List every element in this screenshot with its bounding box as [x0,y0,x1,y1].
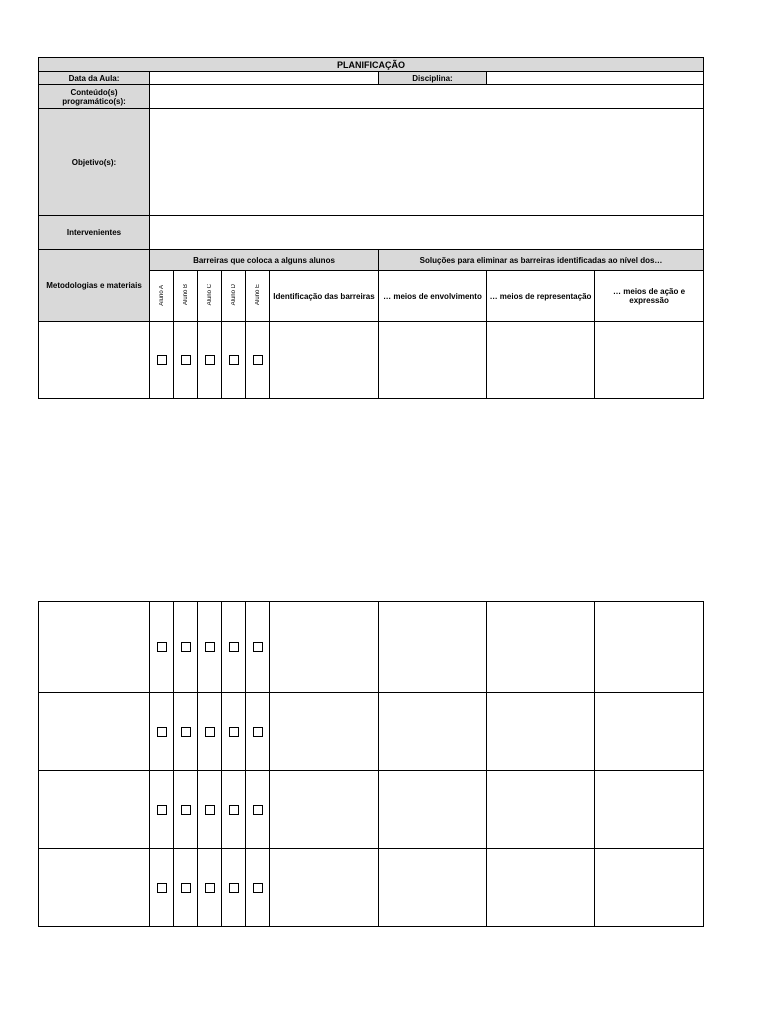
page-title: PLANIFICAÇÃO [39,58,704,72]
checkbox[interactable] [229,883,239,893]
checkbox[interactable] [229,355,239,365]
planning-form [38,57,703,399]
planning-table [38,57,704,399]
data-aula-label: Data da Aula: [39,72,150,85]
aluno-e-header: Aluno E [246,271,270,322]
checkbox[interactable] [157,805,167,815]
aluno-b-header: Aluno B [174,271,198,322]
aluno-a-header: Aluno A [150,271,174,322]
checkbox[interactable] [157,355,167,365]
acao-cell[interactable] [595,602,704,693]
checkbox[interactable] [181,883,191,893]
checkbox[interactable] [205,642,215,652]
table-row [39,693,704,771]
envolvimento-cell[interactable] [379,602,487,693]
disciplina-label: Disciplina: [379,72,487,85]
checkbox[interactable] [229,805,239,815]
metodologia-cell[interactable] [39,322,150,399]
checkbox[interactable] [205,883,215,893]
checkbox[interactable] [181,642,191,652]
representacao-cell[interactable] [487,849,595,927]
data-aula-field[interactable] [150,72,379,85]
checkbox[interactable] [181,727,191,737]
checkbox[interactable] [229,727,239,737]
table-row [39,322,704,399]
conteudos-field[interactable] [150,85,704,109]
checkbox[interactable] [181,805,191,815]
conteudos-label: Conteúdo(s) programático(s): [39,85,150,109]
checkbox[interactable] [253,355,263,365]
table-row [39,602,704,693]
disciplina-field[interactable] [487,72,704,85]
barreiras-header: Barreiras que coloca a alguns alunos [150,250,379,271]
intervenientes-label: Intervenientes [39,216,150,250]
objetivos-field[interactable] [150,109,704,216]
checkbox[interactable] [205,727,215,737]
acao-cell[interactable] [595,322,704,399]
representacao-header: … meios de representação [487,271,595,322]
intervenientes-field[interactable] [150,216,704,250]
representacao-cell[interactable] [487,322,595,399]
checkbox[interactable] [205,355,215,365]
checkbox[interactable] [229,642,239,652]
identificacao-header: Identificação das barreiras [270,271,379,322]
acao-cell[interactable] [595,771,704,849]
checkbox[interactable] [253,883,263,893]
checkbox[interactable] [253,642,263,652]
checkbox[interactable] [157,642,167,652]
checkbox[interactable] [205,805,215,815]
checkbox[interactable] [181,355,191,365]
continuation-form [38,601,703,927]
metodologia-cell[interactable] [39,602,150,693]
identificacao-cell[interactable] [270,322,379,399]
checkbox[interactable] [157,727,167,737]
aluno-c-header: Aluno C [198,271,222,322]
continuation-table [38,601,704,927]
solucoes-header: Soluções para eliminar as barreiras identificadas ao nível dos… [379,250,704,271]
acao-header: … meios de ação e expressão [595,271,704,322]
table-row [39,771,704,849]
checkbox[interactable] [157,883,167,893]
acao-cell[interactable] [595,693,704,771]
table-row [39,849,704,927]
identificacao-cell[interactable] [270,693,379,771]
identificacao-cell[interactable] [270,771,379,849]
objetivos-label: Objetivo(s): [39,109,150,216]
representacao-cell[interactable] [487,693,595,771]
envolvimento-cell[interactable] [379,322,487,399]
envolvimento-cell[interactable] [379,849,487,927]
identificacao-cell[interactable] [270,602,379,693]
metodologia-cell[interactable] [39,771,150,849]
acao-cell[interactable] [595,849,704,927]
metodologia-cell[interactable] [39,849,150,927]
checkbox[interactable] [253,727,263,737]
envolvimento-header: … meios de envolvimento [379,271,487,322]
representacao-cell[interactable] [487,602,595,693]
aluno-d-header: Aluno D [222,271,246,322]
checkbox[interactable] [253,805,263,815]
metodologia-cell[interactable] [39,693,150,771]
representacao-cell[interactable] [487,771,595,849]
envolvimento-cell[interactable] [379,771,487,849]
envolvimento-cell[interactable] [379,693,487,771]
identificacao-cell[interactable] [270,849,379,927]
metodologias-label: Metodologias e materiais [39,250,150,322]
